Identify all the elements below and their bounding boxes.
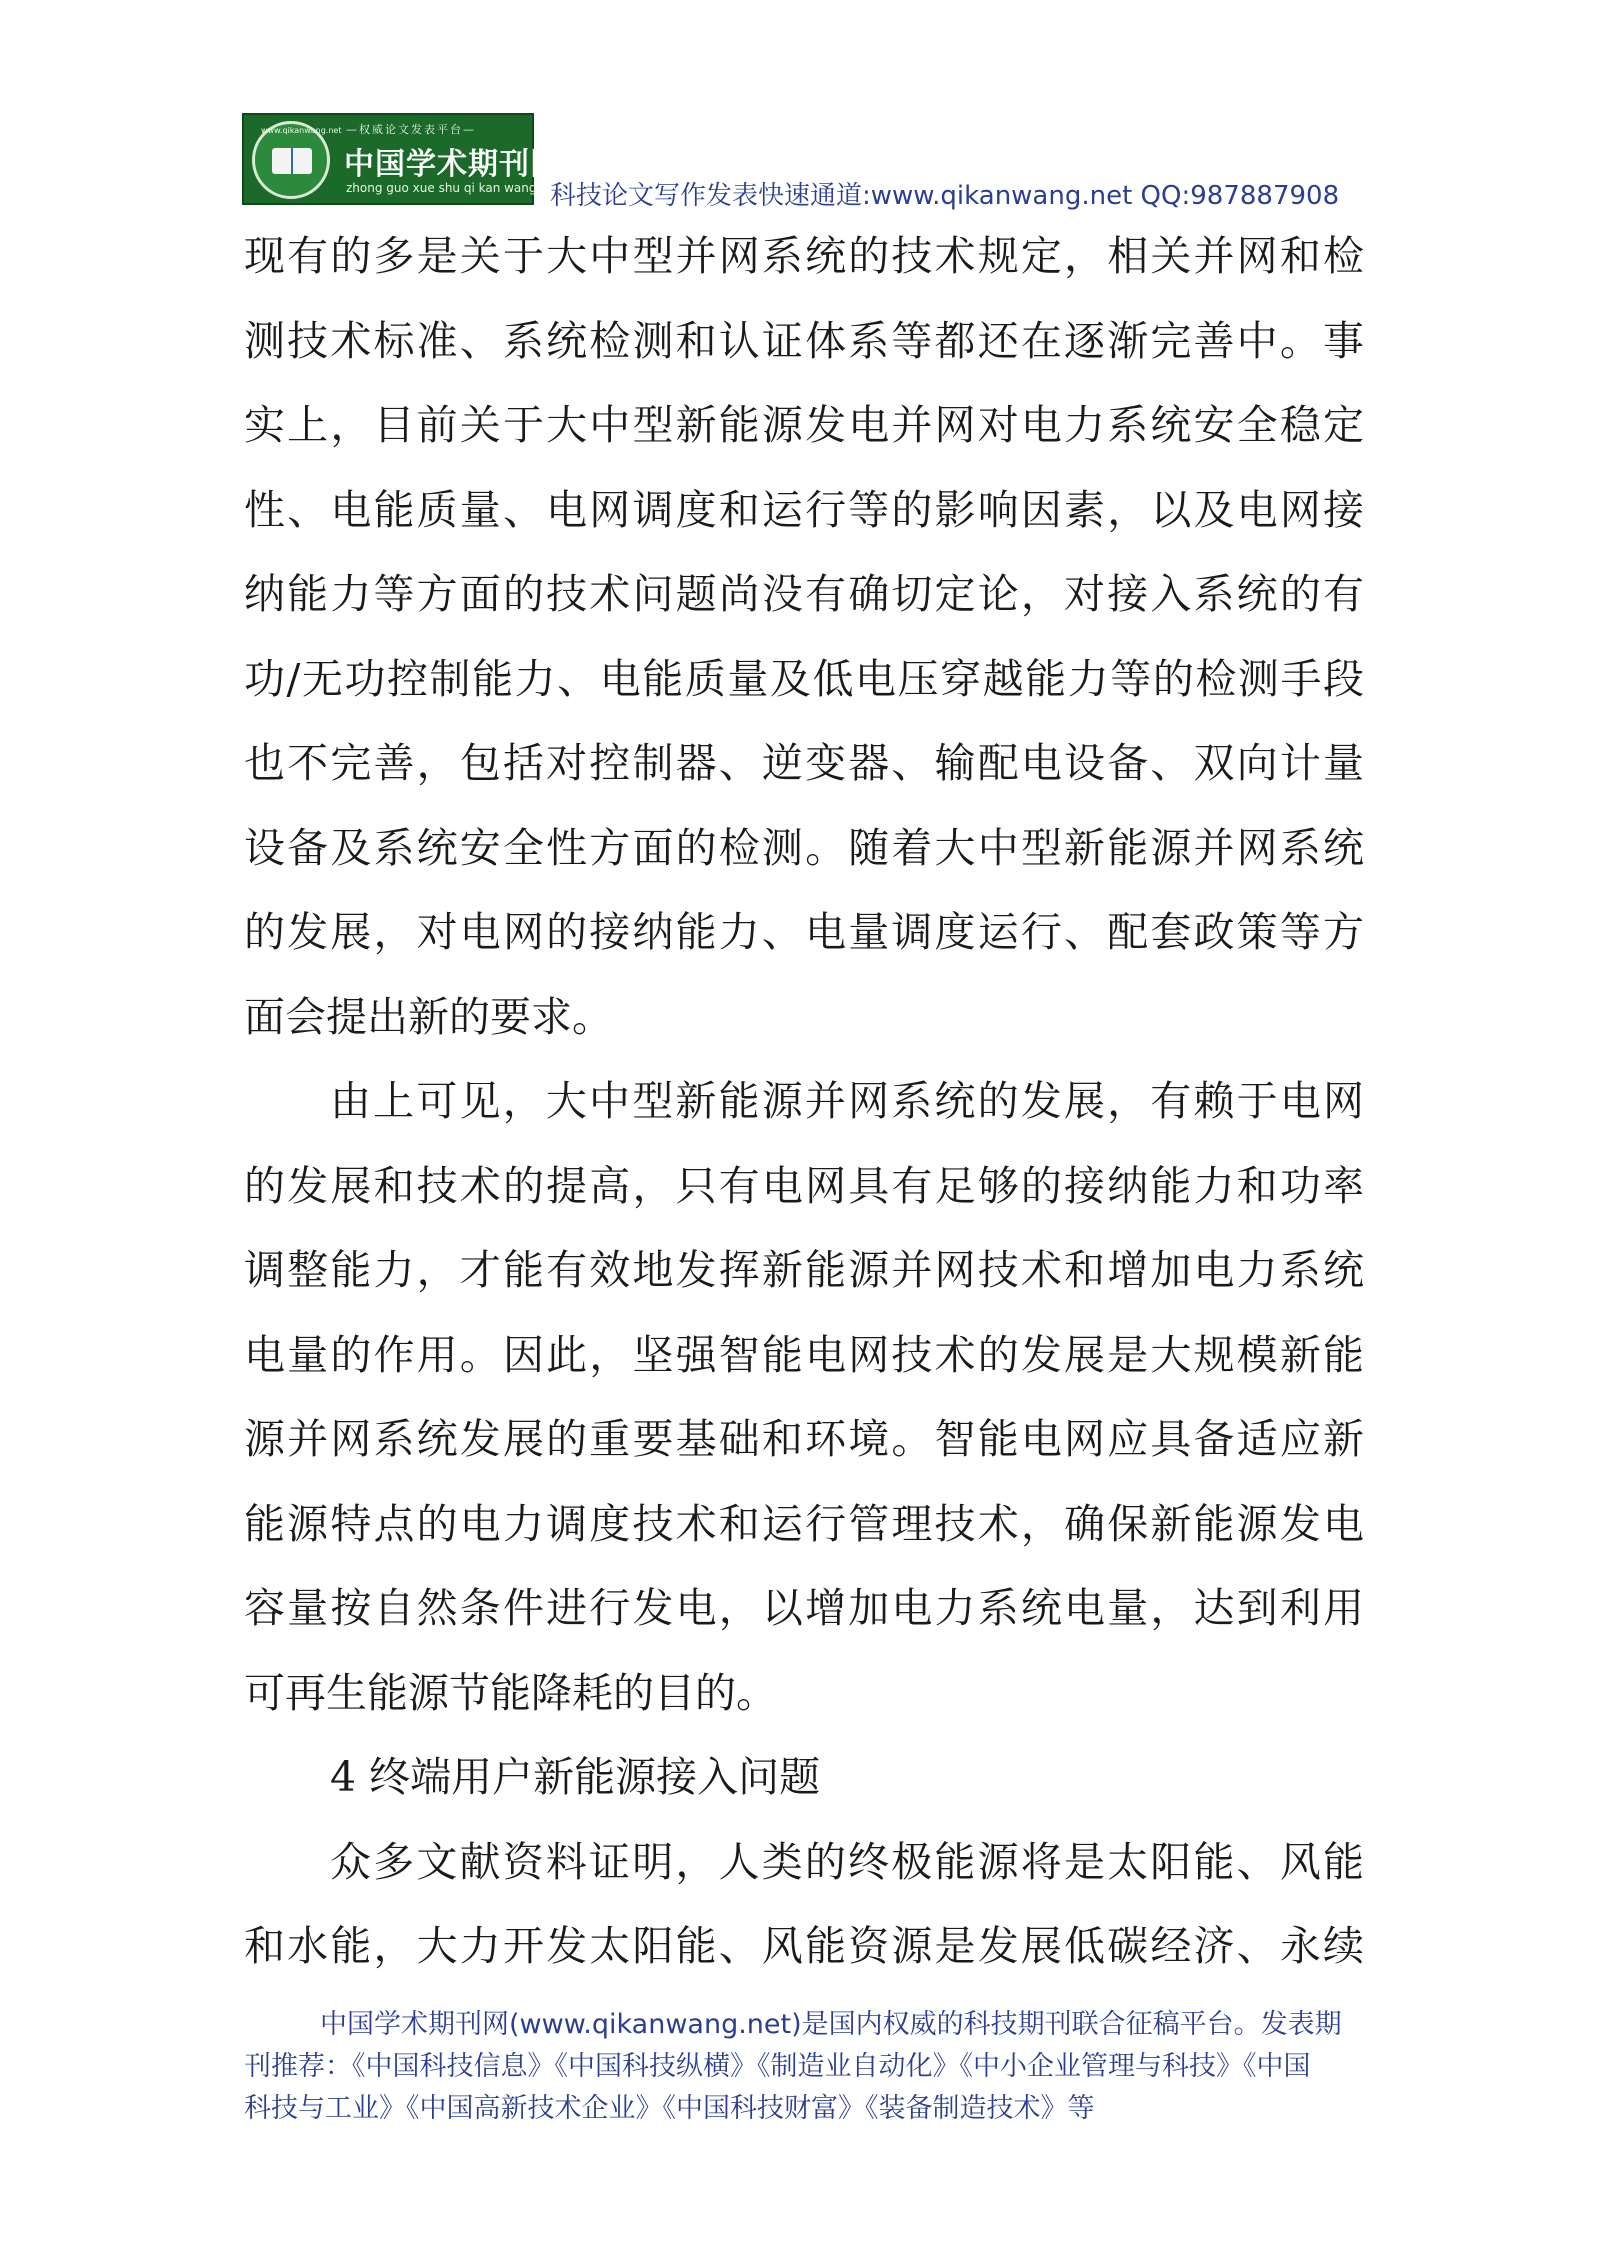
body-line: 面会提出新的要求。 bbox=[244, 992, 613, 1041]
page-header bbox=[242, 113, 1362, 211]
site-logo[interactable] bbox=[242, 113, 561, 205]
footer-line: 刊推荐：《中国科技信息》《中国科技纵横》《制造业自动化》《中小企业管理与科技》《中国 bbox=[244, 2051, 1311, 2082]
book-icon bbox=[272, 148, 312, 174]
footer-line: 中国学术期刊网(www.qikanwang.net)是国内权威的科技期刊联合征稿平台。发表期 bbox=[320, 2009, 1342, 2040]
body-line: 测技术标准、系统检测和认证体系等都还在逐渐完善中。事 bbox=[244, 316, 1364, 365]
body-line: 设备及系统安全性方面的检测。随着大中型新能源并网系统 bbox=[244, 823, 1364, 872]
body-line: 纳能力等方面的技术问题尚没有确切定论，对接入系统的有 bbox=[244, 570, 1364, 618]
body-line: 众多文献资料证明，人类的终极能源将是太阳能、风能 bbox=[330, 1837, 1364, 1886]
body-line: 和水能，大力开发太阳能、风能资源是发展低碳经济、永续 bbox=[244, 1922, 1364, 1970]
logo-tagline: —权威论文发表平台— bbox=[346, 123, 476, 136]
body-line: 也不完善，包括对控制器、逆变器、输配电设备、双向计量 bbox=[244, 739, 1364, 787]
body-line: 电量的作用。因此，坚强智能电网技术的发展是大规模新能 bbox=[244, 1330, 1364, 1379]
body-line: 性、电能质量、电网调度和运行等的影响因素，以及电网接 bbox=[244, 485, 1364, 534]
logo-pinyin: zhong guo xue shu qi kan wang bbox=[346, 181, 537, 195]
logo-ring-text: www.qikanwang.net bbox=[261, 126, 342, 135]
body-line: 功/无功控制能力、电能质量及低电压穿越能力等的检测手段 bbox=[244, 654, 1364, 703]
logo-emblem-icon bbox=[252, 121, 342, 199]
body-line: 源并网系统发展的重要基础和环境。智能电网应具备适应新 bbox=[244, 1415, 1364, 1463]
body-line: 实上，目前关于大中型新能源发电并网对电力系统安全稳定 bbox=[244, 401, 1364, 449]
body-line: 的发展，对电网的接纳能力、电量调度运行、配套政策等方 bbox=[244, 908, 1364, 956]
body-line: 容量按自然条件进行发电，以增加电力系统电量，达到利用 bbox=[244, 1584, 1364, 1632]
document-body bbox=[244, 214, 1364, 1989]
body-line: 可再生能源节能降耗的目的。 bbox=[244, 1668, 777, 1717]
body-line: 调整能力，才能有效地发挥新能源并网技术和增加电力系统 bbox=[244, 1246, 1364, 1294]
body-line: 的发展和技术的提高，只有电网具有足够的接纳能力和功率 bbox=[244, 1161, 1364, 1210]
header-slogan: 科技论文写作发表快速通道:www.qikanwang.net QQ:987887908 bbox=[550, 181, 1340, 211]
footer-line: 科技与工业》《中国高新技术企业》《中国科技财富》《装备制造技术》等 bbox=[244, 2093, 1095, 2124]
body-line: 现有的多是关于大中型并网系统的技术规定，相关并网和检 bbox=[244, 232, 1364, 280]
body-line: 由上可见，大中型新能源并网系统的发展，有赖于电网 bbox=[330, 1077, 1364, 1125]
section-heading: 4 终端用户新能源接入问题 bbox=[330, 1753, 821, 1801]
body-line: 能源特点的电力调度技术和运行管理技术，确保新能源发电 bbox=[244, 1499, 1364, 1548]
logo-name: 中国学术期刊网 bbox=[344, 147, 561, 182]
page-footer bbox=[244, 2004, 1366, 2130]
